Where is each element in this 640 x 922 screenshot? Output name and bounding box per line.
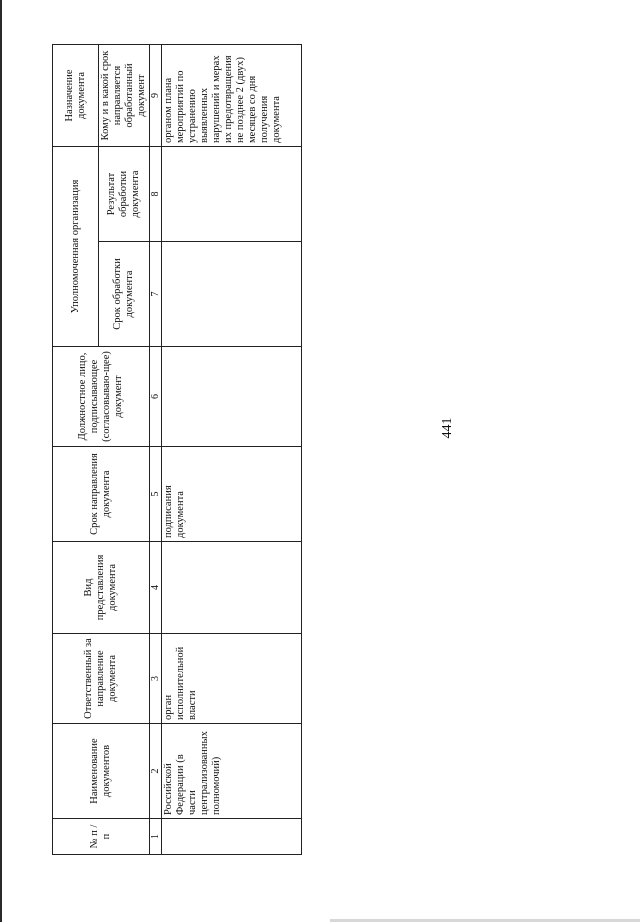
cell-deadline: подписания документа bbox=[162, 447, 302, 542]
header-purpose-group: Назначение документа bbox=[53, 45, 99, 147]
column-number: 9 bbox=[150, 45, 162, 147]
table-row bbox=[162, 45, 302, 855]
header-deadline: Срок направления документа bbox=[53, 447, 150, 542]
cell-to-whom: органом плана мероприятий по устранению выявленных нарушений и мерах их предотвращения не позднее 2 (двух) месяцев со дня получения документа bbox=[162, 45, 302, 147]
header-org-group: Уполномоченная организация bbox=[53, 147, 99, 347]
column-number: 5 bbox=[150, 447, 162, 542]
header-num: № п / п bbox=[53, 819, 150, 855]
rotated-table-wrapper bbox=[52, 45, 298, 855]
header-purpose-to-whom: Кому и в какой срок направляется обработанный документ bbox=[99, 45, 150, 147]
column-number: 6 bbox=[150, 347, 162, 447]
cell-official bbox=[162, 347, 302, 447]
cell-responsible: орган исполнительной власти bbox=[162, 634, 302, 724]
cell-result bbox=[162, 147, 302, 242]
cell-processing-time bbox=[162, 242, 302, 347]
column-number: 4 bbox=[150, 542, 162, 634]
header-org-result: Результат обработки документа bbox=[99, 147, 150, 242]
header-responsible: Ответственный за направление документа bbox=[53, 634, 150, 724]
column-number: 2 bbox=[150, 724, 162, 819]
column-number-row bbox=[150, 45, 162, 855]
header-type: Вид представления документа bbox=[53, 542, 150, 634]
column-number: 1 bbox=[150, 819, 162, 855]
document-routing-table bbox=[52, 44, 302, 855]
cell-type bbox=[162, 542, 302, 634]
column-number: 3 bbox=[150, 634, 162, 724]
scan-left-edge bbox=[0, 0, 2, 922]
page-number: 441 bbox=[440, 417, 455, 439]
column-number: 7 bbox=[150, 242, 162, 347]
header-name: Наименование документов bbox=[53, 724, 150, 819]
column-number: 8 bbox=[150, 147, 162, 242]
header-official: Должностное лицо, подписывающее (согласовываю-щее) документ bbox=[53, 347, 150, 447]
cell-name: Российской Федерации (в части централизованных полномочий) bbox=[162, 724, 302, 819]
header-org-processing-time: Срок обработки документа bbox=[99, 242, 150, 347]
cell-num bbox=[162, 819, 302, 855]
